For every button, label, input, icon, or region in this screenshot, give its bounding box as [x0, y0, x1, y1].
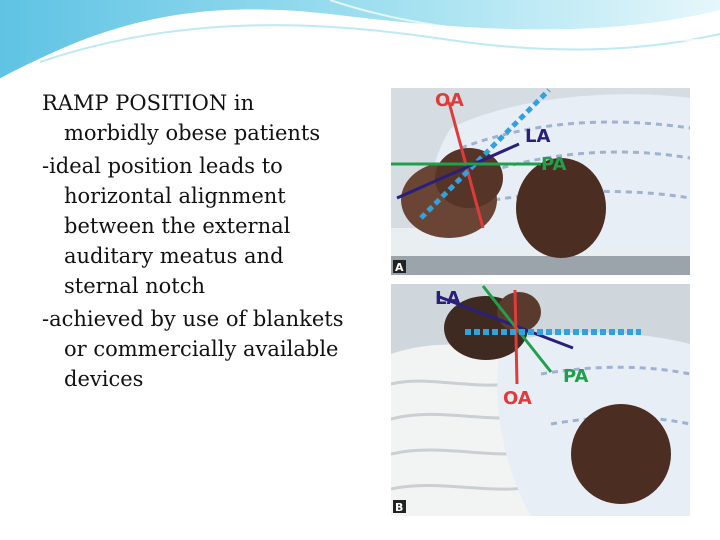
panel-tag-b: B [395, 501, 404, 514]
panel-tag-a: A [395, 261, 404, 274]
text-line: devices [64, 367, 144, 391]
paragraph-ramp-position [42, 88, 362, 148]
text-line: morbidly obese patients [64, 121, 321, 145]
patient-photo-a [391, 88, 690, 275]
pa-label-b: PA [563, 366, 589, 387]
la-label-a: LA [525, 126, 551, 147]
text-line: horizontal alignment [64, 184, 286, 208]
paragraph-ideal-position [42, 151, 362, 301]
oa-line-b [515, 290, 517, 384]
header-wave-decoration [0, 0, 720, 90]
slide-body-text [42, 88, 362, 397]
text-line: between the external [64, 214, 291, 238]
text-line: -ideal position leads to [42, 154, 283, 178]
text-line: auditary meatus and [64, 244, 284, 268]
text-line: RAMP POSITION in [42, 91, 255, 115]
oa-label-a: OA [435, 90, 464, 111]
patient-photo-b [391, 284, 690, 516]
text-line: -achieved by use of blankets [42, 307, 344, 331]
text-line: or commercially available [64, 337, 339, 361]
pa-label-a: PA [541, 154, 567, 175]
oa-label-b: OA [503, 388, 532, 409]
text-line: sternal notch [64, 274, 206, 298]
paragraph-achieved-by [42, 304, 362, 394]
la-label-b: LA [435, 288, 461, 309]
